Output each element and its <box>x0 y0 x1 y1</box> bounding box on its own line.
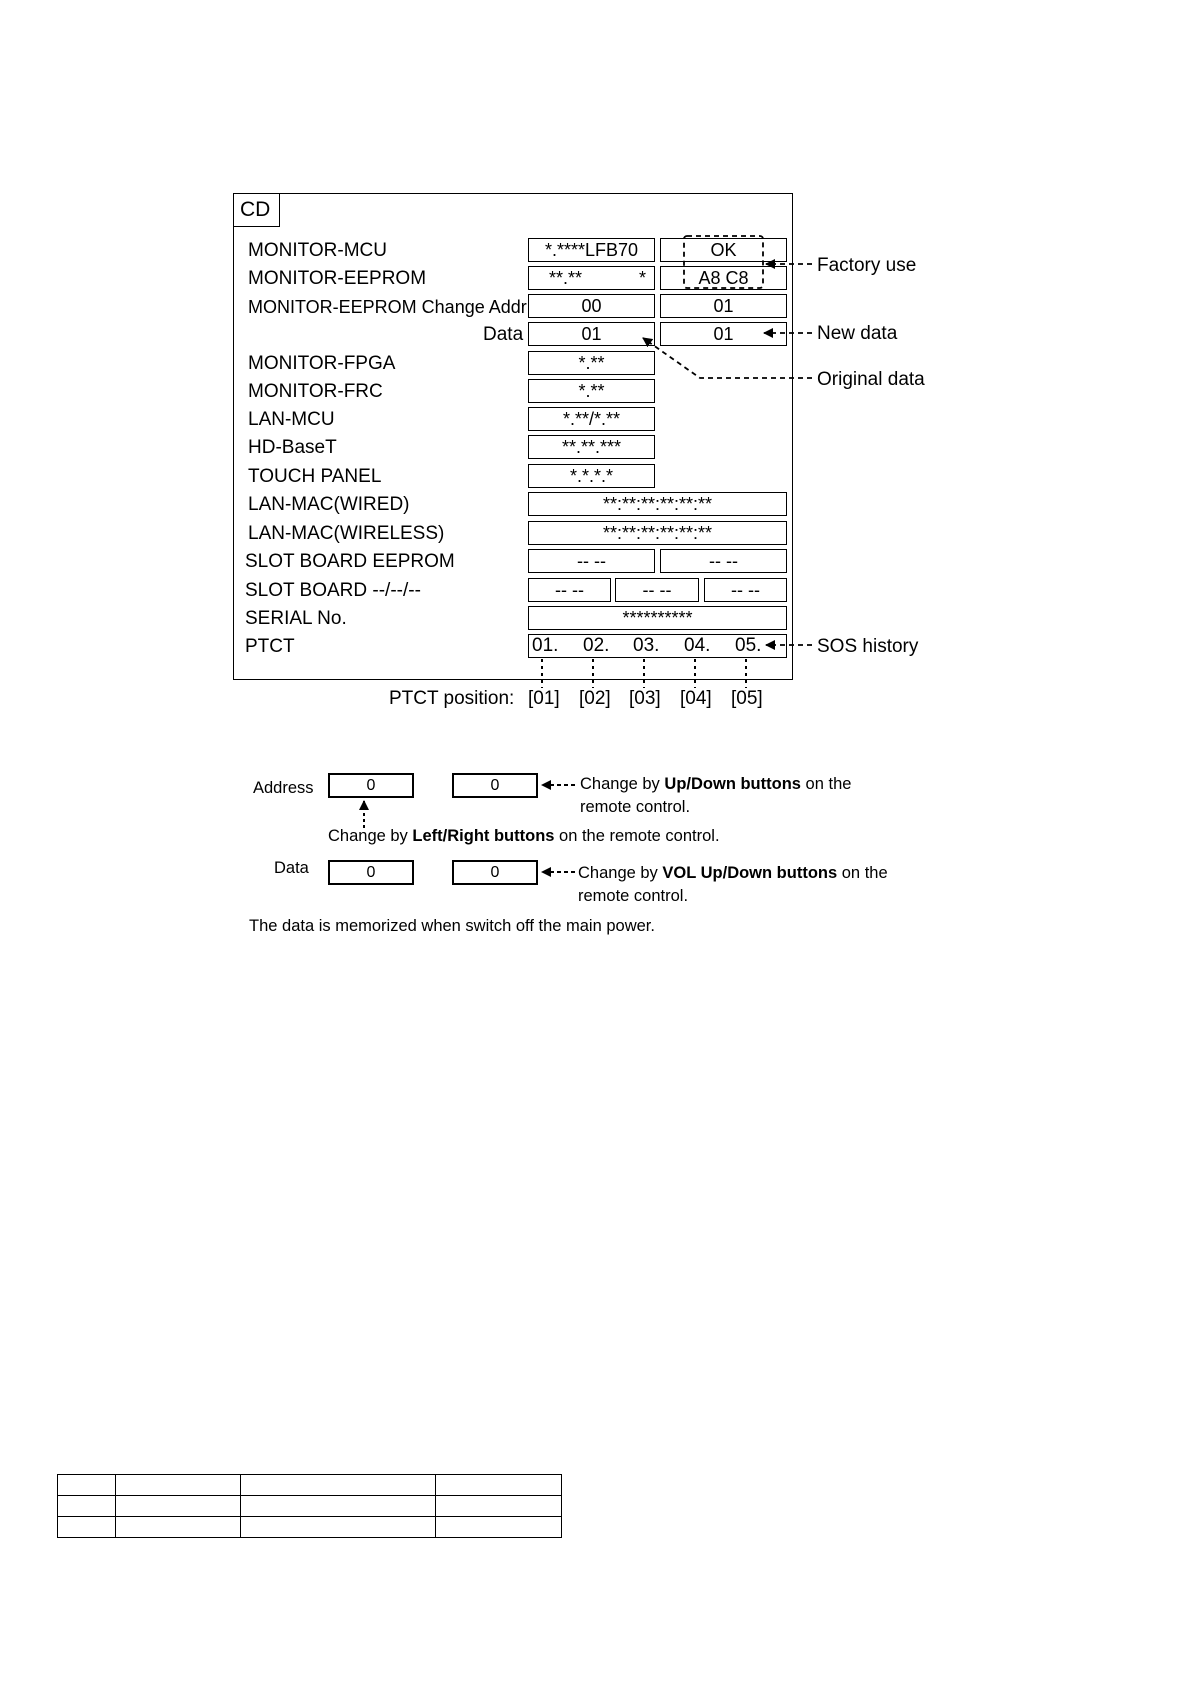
ptct-value-1: 01. <box>532 635 559 656</box>
table-row <box>58 1496 562 1517</box>
updown-note-post: on the <box>800 775 852 793</box>
mac-wired-box: **:**:**:**:**:** <box>528 492 787 516</box>
address-box-2: 0 <box>452 773 538 798</box>
vol-note-pre: Change by <box>578 864 663 882</box>
vol-note <box>578 863 888 883</box>
frc-box: *.** <box>528 379 655 403</box>
leftright-note-post: on the remote control. <box>554 827 720 845</box>
table-cell <box>58 1496 116 1517</box>
ptct-position-5: [05] <box>731 688 763 709</box>
eeprom-factory-box: A8 C8 <box>660 266 787 290</box>
new-data-annotation: New data <box>817 323 898 344</box>
label-touch-panel: TOUCH PANEL <box>248 466 382 487</box>
ptct-position-label: PTCT position: <box>389 688 515 709</box>
mac-wireless-box: **:**:**:**:**:** <box>528 521 787 545</box>
mcu-version-box: *.****LFB70 <box>528 238 655 262</box>
data-label: Data <box>274 859 309 877</box>
table-cell <box>241 1496 436 1517</box>
table-cell <box>58 1517 116 1538</box>
fpga-box: *.** <box>528 351 655 375</box>
eeprom-star-value: * <box>638 268 646 288</box>
factory-use-annotation: Factory use <box>817 255 917 276</box>
label-monitor-frc: MONITOR-FRC <box>248 381 383 402</box>
updown-note-pre: Change by <box>580 775 665 793</box>
label-eeprom-change-addr: MONITOR-EEPROM Change Addr <box>248 297 527 317</box>
label-slot-board-eeprom: SLOT BOARD EEPROM <box>245 551 455 572</box>
mcu-status-box: OK <box>660 238 787 262</box>
label-monitor-eeprom: MONITOR-EEPROM <box>248 268 427 289</box>
leftright-note <box>328 826 720 846</box>
data-box-2: 0 <box>452 860 538 885</box>
table-cell <box>116 1517 241 1538</box>
table-row <box>58 1475 562 1496</box>
ptct-value-4: 04. <box>684 635 711 656</box>
address-box-1: 0 <box>328 773 414 798</box>
data-original-box: 01 <box>528 322 655 346</box>
table-cell <box>436 1496 562 1517</box>
label-ptct: PTCT <box>245 636 295 657</box>
ptct-position-2: [02] <box>579 688 611 709</box>
eeprom-version-value: **.** <box>549 268 583 288</box>
updown-note-line2: remote control. <box>580 798 691 816</box>
table-cell <box>436 1475 562 1496</box>
leftright-note-pre: Change by <box>328 827 413 845</box>
data-new-box: 01 <box>660 322 787 346</box>
label-monitor-fpga: MONITOR-FPGA <box>248 353 396 374</box>
ptct-position-4: [04] <box>680 688 712 709</box>
slot-eeprom-box-2: -- -- <box>660 549 787 573</box>
label-serial-no: SERIAL No. <box>245 608 347 629</box>
hdbaset-box: **.**.*** <box>528 435 655 459</box>
label-lan-mac-wireless: LAN-MAC(WIRELESS) <box>248 523 445 544</box>
ptct-value-3: 03. <box>633 635 660 656</box>
slot-eeprom-box-1: -- -- <box>528 549 655 573</box>
table-row <box>58 1517 562 1538</box>
vol-note-bold: VOL Up/Down buttons <box>662 864 838 882</box>
table-cell <box>58 1475 116 1496</box>
updown-note <box>580 774 851 794</box>
serial-box: ********** <box>528 606 787 630</box>
ptct-position-1: [01] <box>528 688 560 709</box>
table-cell <box>116 1475 241 1496</box>
sos-history-annotation: SOS history <box>817 636 919 657</box>
ptct-value-5: 05. <box>735 635 762 656</box>
table-cell <box>436 1517 562 1538</box>
updown-note-bold: Up/Down buttons <box>664 775 801 793</box>
table-cell <box>241 1517 436 1538</box>
data-box-1: 0 <box>328 860 414 885</box>
address-label: Address <box>253 779 314 797</box>
ptct-value-2: 02. <box>583 635 610 656</box>
vol-note-post: on the <box>837 864 888 882</box>
label-lan-mac-wired: LAN-MAC(WIRED) <box>248 494 410 515</box>
ptct-position-3: [03] <box>629 688 661 709</box>
table-cell <box>116 1496 241 1517</box>
empty-table <box>57 1474 562 1538</box>
slot-board-box-1: -- -- <box>528 578 611 602</box>
cd-tab: CD <box>233 193 280 227</box>
table-cell <box>241 1475 436 1496</box>
vol-note-line2: remote control. <box>578 887 689 905</box>
label-lan-mcu: LAN-MCU <box>248 409 335 430</box>
touch-panel-box: *.*.*.* <box>528 464 655 488</box>
leftright-note-bold: Left/Right buttons <box>412 827 555 845</box>
change-addr-new-box: 01 <box>660 294 787 318</box>
memorize-note: The data is memorized when switch off the main power. <box>249 917 655 935</box>
label-slot-board: SLOT BOARD --/--/-- <box>245 580 421 601</box>
slot-board-box-3: -- -- <box>704 578 787 602</box>
original-data-leader <box>643 338 812 378</box>
label-data: Data <box>483 324 524 345</box>
lan-mcu-box: *.**/*.** <box>528 407 655 431</box>
change-addr-original-box: 00 <box>528 294 655 318</box>
slot-board-box-2: -- -- <box>615 578 699 602</box>
original-data-annotation: Original data <box>817 369 925 390</box>
label-hd-baset: HD-BaseT <box>248 437 337 458</box>
label-monitor-mcu: MONITOR-MCU <box>248 240 387 261</box>
factory-use-dashed-rect <box>684 236 763 288</box>
